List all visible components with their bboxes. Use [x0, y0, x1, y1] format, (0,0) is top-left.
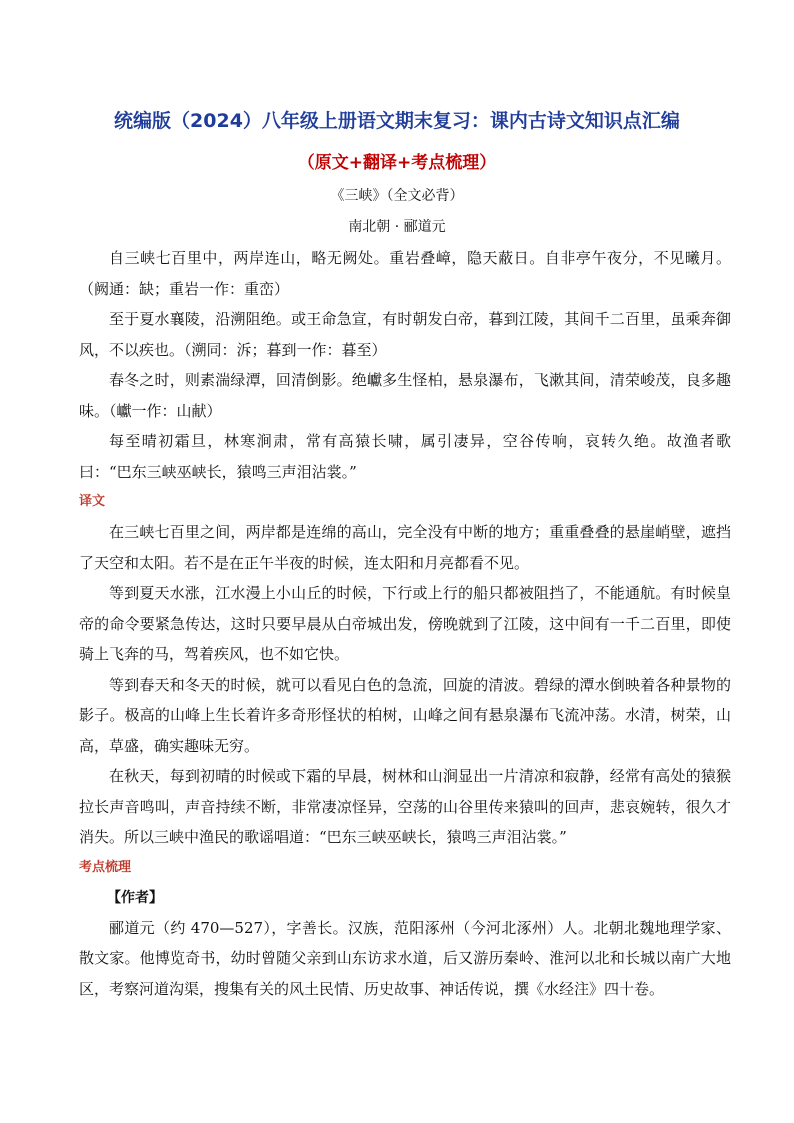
main-content — [79, 243, 731, 1004]
original-paragraph: 每至晴初霜旦，林寒涧肃，常有高猿长啸，属引凄异，空谷传响，哀转久绝。故渔者歌曰：“巴东三峡巫峡长，猿鸣三声泪沾裳。” — [79, 432, 731, 481]
poem-author: 南北朝 · 郦道元 — [348, 219, 446, 235]
original-paragraph: 自三峡七百里中，两岸连山，略无阙处。重岩叠嶂，隐天蔽日。自非亭午夜分，不见曦月。（阙通：缺；重岩一作：重峦） — [79, 249, 731, 298]
translation-heading: 译文 — [79, 494, 106, 509]
original-paragraph: 至于夏水襄陵，沿溯阻绝。或王命急宣，有时朝发白帝，暮到江陵，其间千二百里，虽乘奔御风，不以疾也。（溯同：泝；暮到一作：暮至） — [79, 310, 731, 359]
original-paragraph: 春冬之时，则素湍绿潭，回清倒影。绝巘多生怪柏，悬泉瀑布，飞漱其间，清荣峻茂，良多趣味。（巘一作：山献） — [79, 371, 731, 420]
poem-title: 《三峡》（全文必背） — [330, 188, 464, 204]
author-section-label: 【作者】 — [107, 889, 163, 906]
translation-paragraph: 在三峡七百里之间，两岸都是连绵的高山，完全没有中断的地方；重重叠叠的悬崖峭壁，遮挡了天空和太阳。若不是在正午半夜的时候，连太阳和月亮都看不见。 — [79, 523, 731, 572]
translation-paragraph: 在秋天，每到初晴的时候或下霜的早晨，树林和山涧显出一片清凉和寂静，经常有高处的猿猴拉长声音鸣叫，声音持续不断，非常凄凉怪异，空荡的山谷里传来猿叫的回声，悲哀婉转，很久才消失。所以三峡中渔民的歌谣唱道：“巴东三峡巫峡长，猿鸣三声泪沾裳。” — [79, 767, 731, 846]
document-subtitle: （原文+翻译+考点梳理） — [297, 153, 497, 173]
document-title: 统编版（2024）八年级上册语文期末复习：课内古诗文知识点汇编 — [114, 110, 680, 132]
kaodian-heading: 考点梳理 — [79, 859, 132, 875]
author-paragraph: 郦道元（约 470—527），字善长。汉族，范阳涿州（今河北涿州）人。北朝北魏地理学家、散文家。他博览奇书，幼时曾随父亲到山东访求水道，后又游历秦岭、淮河以北和长城以南广大地区，考察河道沟渠，搜集有关的风土民情、历史故事、神话传说，撰《水经注》四十卷。 — [79, 918, 731, 998]
translation-paragraph: 等到春天和冬天的时候，就可以看见白色的急流，回旋的清波。碧绿的潭水倒映着各种景物的影子。极高的山峰上生长着许多奇形怪状的柏树，山峰之间有悬泉瀑布飞流冲荡。水清，树荣，山高，草盛，确实趣味无穷。 — [79, 675, 731, 755]
translation-paragraph: 等到夏天水涨，江水漫上小山丘的时候，下行或上行的船只都被阻挡了，不能通航。有时候皇帝的命令要紧急传达，这时只要早晨从白帝城出发，傍晚就到了江陵，这中间有一千二百里，即使骑上飞奔的马，驾着疾风，也不如它快。 — [79, 584, 731, 663]
